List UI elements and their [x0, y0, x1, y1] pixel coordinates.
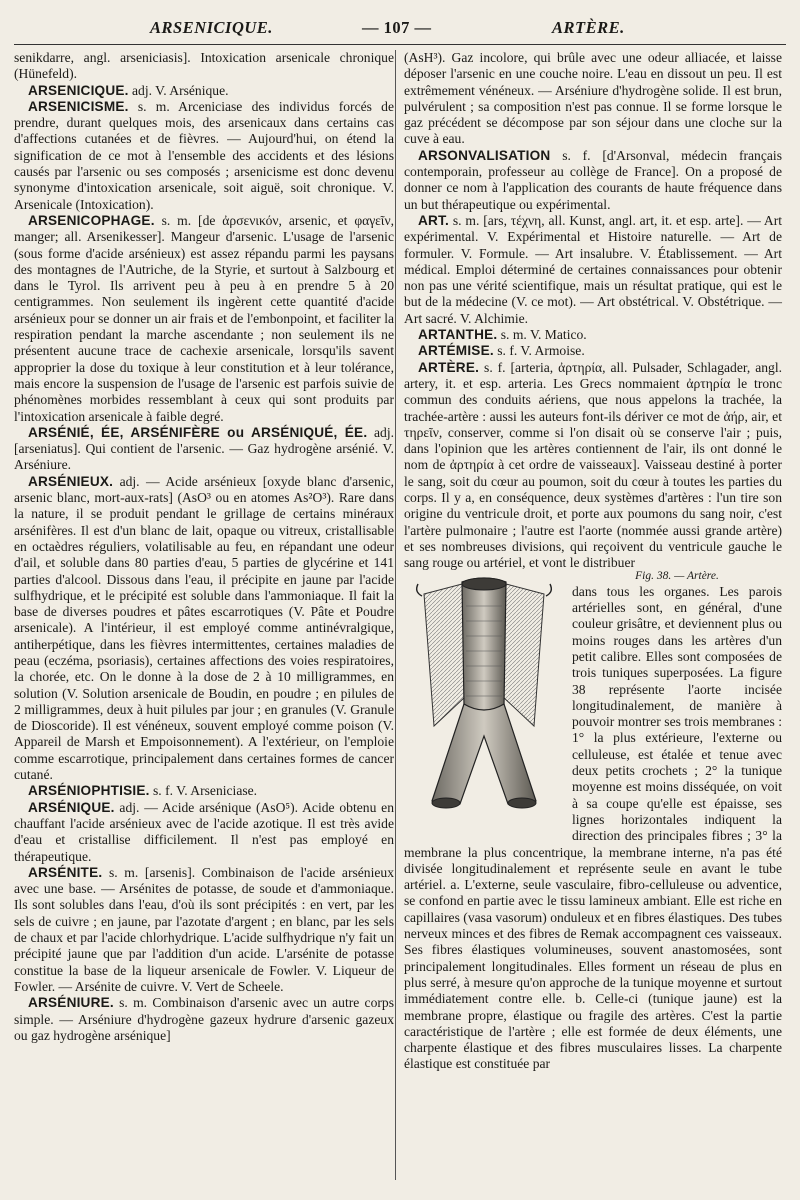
- dictionary-entry: [14, 783, 394, 799]
- running-header: [0, 18, 800, 44]
- entry-text: s. m. Arceniciase des individus forcés de prendre, durant quelques mois, des arsenicaux dans certains cas d'affections cutanées et de fièvres. — Aujourd'hui, on étend la signification de ce mot à l'ensemble des accidents et des lésions causés par l'arsenic ou ses composés ; arsenicisme est donc devenu synonyme d'intoxication arsenicale, soit aiguë, soit chronique. V. Arsenicale (Intoxication).: [14, 98, 395, 212]
- aorta-illustration: [404, 576, 564, 821]
- figure-caption: Fig. 38. — Artère.: [635, 569, 719, 582]
- entry-headword: ARTANTHE.: [418, 327, 498, 343]
- entry-text: s. m. [ars, τέχνη, all. Kunst, angl. art, it. et esp. arte]. — Art expérimental. V. Expérimental et Histoire naturelle. — Art de formuler. V. Formule. — Art insalubre. V. Établissement. — Art médical. Emploi déterminé de certaines connaissances pour obtenir non pas une vérité scientifique, mais un résultat pratique, qui est le but de la médecine (V. ce mot). — Art obstétrical. V. Obstétrique. — Art sacré. V. Alchimie.: [404, 212, 782, 326]
- entry-text: senikdarre, angl. arseniciasis]. Intoxication arsenicale chronique (Hünefeld).: [14, 50, 394, 82]
- column-divider: [395, 50, 396, 1180]
- entry-text: adj. V. Arsénique.: [132, 82, 229, 98]
- dictionary-entry: [14, 474, 394, 784]
- dictionary-entry: [404, 327, 782, 343]
- entry-headword: ARSÉNIEUX.: [28, 473, 114, 489]
- entry-headword: ARSENICOPHAGE.: [28, 212, 155, 228]
- entry-headword: ARSÉNIÉ, ÉE, ARSÉNIFÈRE ou ARSÉNIQUÉ, ÉE.: [28, 424, 368, 440]
- entry-text: s. m. Combinaison d'arsenic avec un autre corps simple. — Arséniure d'hydrogène gazeux hydrure d'arsenic gazeux ou gaz hydrogène arsénique]: [14, 995, 395, 1043]
- header-left-word: ARSENICIQUE.: [150, 18, 273, 37]
- entry-text: adj. [arseniatus]. Qui contient de l'arsenic. — Gaz hydrogène arsénié. V. Arséniure.: [14, 424, 395, 473]
- entry-headword: ARSÉNITE.: [28, 864, 103, 880]
- header-right-word: ARTÈRE.: [552, 18, 625, 37]
- artere-body-text: dans tous les organes. Les parois artérielles sont, en général, d'une couleur grisâtre, et deviennent plus ou moins rouges dans les artères d'un petit calibre. Elles sont composées de trois tuniques superposées. La figure 38 représente l'aorte incisée longitudinalement, de manière à pouvoir montrer ses trois membranes : 1° la plus extérieure, l'externe ou celluleuse, est étalée et tenue avec deux petits crochets ; 2° la tunique moyenne est moins disséquée, on voit à sa coupe qu'elle est épaisse, ses lignes horizontales indiquent la direction des principales fibres ; 3° la membrane la plus concentrique, la membrane interne, n'a pas été divisée longitudinalement et représente seule en avant le tube artériel. a. L'externe, seule vasculaire, fibro-celluleuse ou adventice, se confond en partie avec le tissu lamineux ambiant. Elle est riche en capillaires (vasa vasorum) onduleux et en fibres élastiques. Des tubes nerveux minces et des fibres de Remak accompagnent ces vaisseaux. Ses fibres élastiques volumineuses, souvent anastomosées, sont principalement longitudinales. Elles forment un réseau de plus en plus serré, à mesure qu'on approche de la tunique moyenne et surtout immédiatement contre elle. b. Celle-ci (tunique jaune) est la membrane propre, élastique ou fragile des artères. C'est la partie caractéristique de l'artère ; elle est formée de deux éléments, une charpente élastique et des fibres musculaires lisses. La charpente élastique est constituée par: [404, 583, 782, 1072]
- figure-38: [404, 576, 564, 838]
- header-rule: [14, 44, 786, 45]
- dictionary-entry: [404, 50, 782, 148]
- dictionary-entry: [14, 83, 394, 99]
- right-column: [404, 50, 782, 1073]
- entry-text: s. f. [arteria, ἀρτηρία, all. Pulsader, Schlagader, angl. artery, it. et esp. arteria. Les Grecs nommaient ἀρτηρία le tronc commun des conduits aériens, que nous appelons la trachée, la trachée-artère : aussi les auteurs font-ils dériver ce mot de ἀήρ, air, et τηρεῖν, conserver, comme si l'on disait où se conserve l'air ; puis, dans l'opinion que les artères contiennent de l'air, ils ont donné le nom de ἀρτηρία à cet ordre de vaisseaux]. Vaisseau destiné à porter le sang, soit du cœur au poumon, soit du cœur à toutes les parties du corps. Il y a, en conséquence, deux systèmes d'artères : l'un tire son origine du ventricule droit, et porte aux poumons du sang noir, c'est l'artère pulmonaire ; l'autre est l'aorte (nommée aussi grande artère) et ses nombreuses divisions, qui reçoivent du ventricule gauche le sang rouge ou artériel, et vont le distribuer: [404, 359, 782, 571]
- entry-text: s. m. V. Matico.: [500, 327, 587, 343]
- dictionary-entry: [404, 360, 782, 572]
- dictionary-entry: [404, 148, 782, 213]
- entry-text: adj. — Acide arsénique (AsO⁵). Acide obtenu en chauffant l'acide arsénieux avec de l'acide azotique. Il est très avide d'eau et cristallise difficilement. Il n'est pas employé en thérapeutique.: [14, 799, 394, 864]
- dictionary-entry: [14, 800, 394, 865]
- entry-headword: ART.: [418, 212, 450, 228]
- entry-text: s. m. [arsenis]. Combinaison de l'acide arsénieux avec une base. — Arsénites de potasse, de soude et d'ammoniaque. Ils sont solubles dans l'eau, d'où ils sont précipités : en vert, par les sels de cuivre ; en jaune, par l'azotate d'argent ; en blanc, par les sels de chaux et par l'acide chlorhydrique. L'acide sulfhydrique n'y fait un précipité jaune que par l'addition d'un acide. L'arsénite de potasse constitue la base de la liqueur arsenicale de Fowler. V. Liqueur de Fowler. — Arsénite de cuivre. V. Vert de Scheele.: [14, 864, 394, 994]
- dictionary-entry: [14, 213, 394, 425]
- entry-text: s. f. V. Arseniciase.: [153, 783, 258, 799]
- right-column-entries: [404, 50, 782, 572]
- entry-headword: ARTÈRE.: [418, 359, 480, 375]
- entry-text: (AsH³). Gaz incolore, qui brûle avec une odeur alliacée, et laisse déposer l'arsenic en une couche noire. L'eau en dissout un peu. Il est extrêmement vénéneux. — Arséniure d'hydrogène solide. Il est brun, pulvérulent ; sa composition n'est pas connue. Il se forme lorsque le gaz précédent se décompose par son séjour dans une cloche sur la cuve à eau.: [404, 50, 782, 147]
- entry-headword: ARSENICIQUE.: [28, 82, 129, 98]
- entry-headword: ARSÉNIOPHTISIE.: [28, 783, 150, 799]
- entry-headword: ARSONVALISATION: [418, 147, 551, 163]
- left-column: [14, 50, 394, 1044]
- entry-text: s. f. V. Armoise.: [497, 343, 585, 359]
- dictionary-entry: [404, 213, 782, 327]
- dictionary-entry: [14, 50, 394, 83]
- entry-headword: ARSENICISME.: [28, 98, 129, 114]
- page-number: — 107 —: [362, 18, 432, 37]
- entry-text: s. m. [de ἀρσενικόν, arsenic, et φαγεῖν, manger; all. Arsenikesser]. Mangeur d'arsenic. L'usage de l'arsenic (sous forme d'acide arsénieux) est assez répandu parmi les paysans des montagnes de l'Autriche, de la Styrie, et surtout à Salzbourg et dans le Tyrol. Ils arrivent peu à peu à en prendre 5 à 20 centigrammes. Non seulement ils ingèrent cette quantité d'acide arsénieux pour se donner un air frais et de l'embonpoint, et faciliter la respiration pendant la marche ascendante ; non seulement ils ne présentent aucune trace de cachexie arsenicale, lorsqu'ils savent approprier la dose du toxique à leur constitution et à leur tolérance, mais encore la suspension de l'usage de l'arsenic est parfois suivie de phénomènes morbides ressemblant à ceux qui sont produits par l'intoxication arsenicale à faible degré.: [14, 212, 394, 424]
- entry-headword: ARSÉNIURE.: [28, 995, 114, 1011]
- entry-text: s. f. [d'Arsonval, médecin français contemporain, professeur au collège de France]. On a proposé de donner ce nom à l'application des courants de haute fréquence dans un but thérapeutique ou expérimental.: [404, 147, 782, 212]
- entry-text: adj. — Acide arsénieux [oxyde blanc d'arsenic, arsenic blanc, mort-aux-rats] (AsO³ ou en atomes As²O³). Rare dans la nature, il se produit pendant le grillage de certains minéraux arsénifères. Il est d'un blanc de lait, opaque ou vitreux, cristallisable en octaèdres réguliers, volatilisable au feu, en répandant une odeur d'ail, et soluble dans 80 parties d'eau, 5 parties de glycérine et 141 parties d'alcool. Dissous dans l'eau, il précipite en jaune par l'acide sulfhydrique, et le précipité est soluble dans l'ammoniaque. Il fait la base de diverses poudres et pâtes escarrotiques (V. Pâte et Poudre arsenicale). A l'intérieur, il est employé comme antinévralgique, antiherpétique, dans les fièvres intermittentes, certaines maladies de peau (eczéma, psoriasis), certaines affections des voies respiratoires, la chorée, etc. On le donne à la dose de 2 à 10 milligrammes, en solution (V. Solution arsenicale de Boudin, en poudre ; en pilules de 2 milligrammes, deux à huit pilules par jour ; en granules (V. Granule de Dioscoride). Il est vénéneux, souvent employé comme poison (V. Appareil de Marsh et Empoisonnement). A l'extérieur, on l'emploie comme escarrotique, principalement dans certaines formes de cancer cutané.: [14, 473, 395, 783]
- dictionary-entry: [404, 343, 782, 359]
- entry-headword: ARTÉMISE.: [418, 343, 494, 359]
- dictionary-entry: [14, 425, 394, 474]
- dictionary-entry: [14, 99, 394, 213]
- dictionary-entry: [14, 865, 394, 995]
- dictionary-entry: [14, 995, 394, 1044]
- entry-headword: ARSÉNIQUE.: [28, 799, 115, 815]
